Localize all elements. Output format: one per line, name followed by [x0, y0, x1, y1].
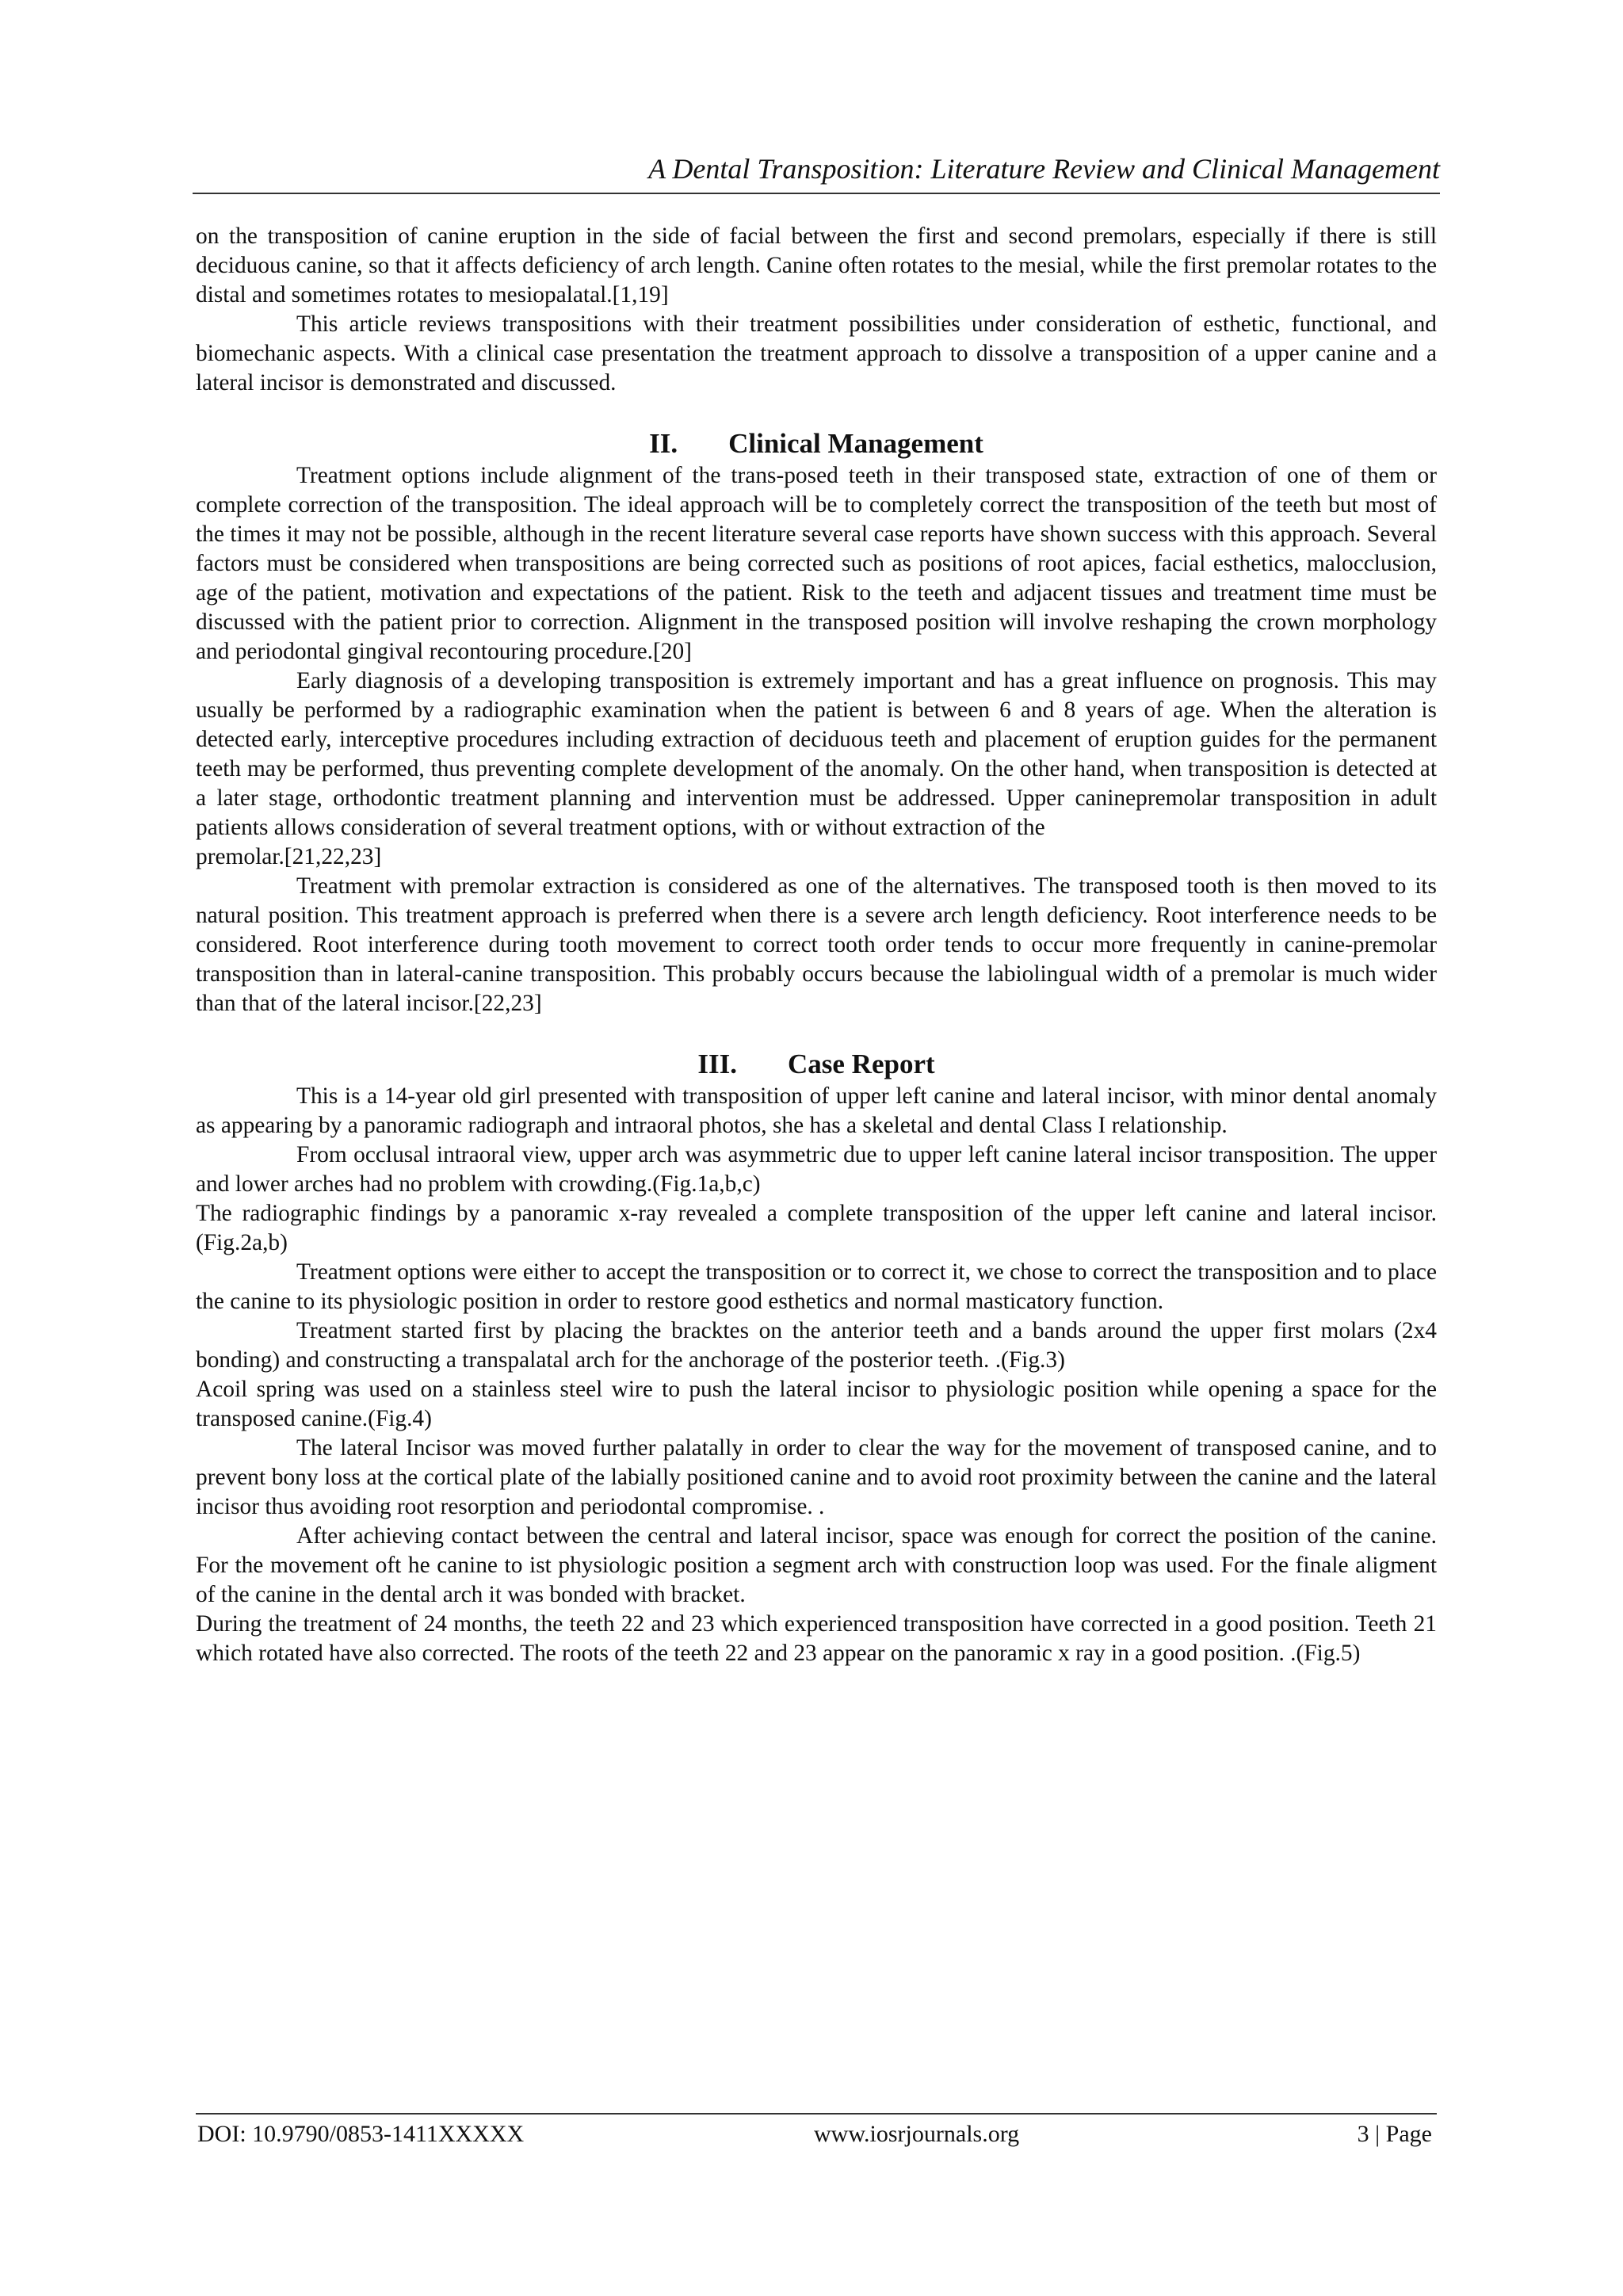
footer-website: www.iosrjournals.org	[814, 2121, 1020, 2147]
clinical-paragraph-1: Treatment options include alignment of the trans-posed teeth in their transposed state, extraction of one of them or complete correction of the transposition. The ideal approach will be to completely correct the transposition of the teeth but most of the times it may not be possible, although in the recent literature several case reports have shown success with this approach. Several factors must be considered when transpositions are being corrected such as positions of root apices, facial esthetics, malocclusion, age of the patient, motivation and expectations of the patient. Risk to the teeth and adjacent tissues and treatment time must be discussed with the patient prior to correction. Alignment in the transposed position will involve reshaping the crown morphology and periodontal gingival recontouring procedure.[20]	[196, 463, 1437, 664]
intro-paragraph-1: on the transposition of canine eruption in the side of facial between the first and second premolars, especially if there is still deciduous canine, so that it affects deficiency of arch length. Canine often rotates to the mesial, while the first premolar rotates to the distal and sometimes rotates to mesiopalatal.[1,19]	[196, 223, 1437, 308]
case-paragraph-7: The lateral Incisor was moved further palatally in order to clear the way for the movement of transposed canine, and to prevent bony loss at the cortical plate of the labially positioned canine and to avoid root proximity between the canine and the lateral incisor thus avoiding root resorption and periodontal compromise. .	[196, 1435, 1437, 1519]
section-heading-case-report	[196, 1047, 1437, 1082]
case-paragraph-6: Acoil spring was used on a stainless steel wire to push the lateral incisor to physiologic position while opening a space for the transposed canine.(Fig.4)	[196, 1377, 1437, 1431]
case-paragraph-5: Treatment started first by placing the bracktes on the anterior teeth and a bands around the upper first molars (2x4 bonding) and constructing a transpalatal arch for the anchorage of the posterior teeth. .(Fig.3)	[196, 1318, 1437, 1373]
section-title: Clinical Management	[728, 428, 983, 459]
case-paragraph-3: The radiographic findings by a panoramic x-ray revealed a complete transposition of the upper left canine and lateral incisor. (Fig.2a,b)	[196, 1201, 1437, 1255]
section-heading-clinical-management	[196, 426, 1437, 461]
footer-divider	[196, 2113, 1437, 2115]
case-paragraph-8: After achieving contact between the central and lateral incisor, space was enough for correct the position of the canine. For the movement oft he canine to ist physiologic position a segment arch with construction loop was used. For the finale aligment of the canine in the dental arch it was bonded with bracket.	[196, 1523, 1437, 1607]
section-number: II.	[649, 428, 678, 459]
clinical-paragraph-2-tail: premolar.[21,22,23]	[196, 844, 382, 869]
body-text	[196, 222, 1437, 1668]
footer-doi: DOI: 10.9790/0853-1411XXXXX	[197, 2121, 525, 2147]
clinical-paragraph-2: Early diagnosis of a developing transposition is extremely important and has a great influence on prognosis. This may usually be performed by a radiographic examination when the patient is between 6 and 8 years of age. When the alteration is detected early, interceptive procedures including extraction of deciduous teeth and placement of eruption guides for the permanent teeth may be performed, thus preventing complete development of the anomaly. On the other hand, when transposition is detected at a later stage, orthodontic treatment planning and intervention must be addressed. Upper caninepremolar transposition in adult patients allows consideration of several treatment options, with or without extraction of the	[196, 668, 1437, 840]
intro-paragraph-2: This article reviews transpositions with their treatment possibilities under consideration of esthetic, functional, and biomechanic aspects. With a clinical case presentation the treatment approach to dissolve a transposition of a upper canine and a lateral incisor is demonstrated and discussed.	[196, 311, 1437, 395]
case-paragraph-9: During the treatment of 24 months, the teeth 22 and 23 which experienced transposition have corrected in a good position. Teeth 21 which rotated have also corrected. The roots of the teeth 22 and 23 appear on the panoramic x ray in a good position. .(Fig.5)	[196, 1611, 1437, 1666]
case-paragraph-4: Treatment options were either to accept the transposition or to correct it, we chose to correct the transposition and to place the canine to its physiologic position in order to restore good esthetics and normal masticatory function.	[196, 1259, 1437, 1314]
clinical-paragraph-3: Treatment with premolar extraction is considered as one of the alternatives. The transposed tooth is then moved to its natural position. This treatment approach is preferred when there is a severe arch length deficiency. Root interference needs to be considered. Root interference during tooth movement to correct tooth order tends to occur more frequently in canine-premolar transposition than in lateral-canine transposition. This probably occurs because the labiolingual width of a premolar is much wider than that of the lateral incisor.[22,23]	[196, 873, 1437, 1016]
case-paragraph-1: This is a 14-year old girl presented with transposition of upper left canine and lateral incisor, with minor dental anomaly as appearing by a panoramic radiograph and intraoral photos, she has a skeletal and dental Class I relationship.	[196, 1083, 1437, 1138]
section-title: Case Report	[787, 1049, 935, 1079]
footer-page-number: 3 | Page	[1357, 2121, 1432, 2147]
case-paragraph-2: From occlusal intraoral view, upper arch was asymmetric due to upper left canine lateral incisor transposition. The upper and lower arches had no problem with crowding.(Fig.1a,b,c)	[196, 1142, 1437, 1197]
footer	[196, 2121, 1437, 2153]
header-divider	[193, 193, 1440, 194]
section-number: III.	[697, 1049, 737, 1079]
running-title: A Dental Transposition: Literature Review and Clinical Management	[648, 153, 1440, 185]
